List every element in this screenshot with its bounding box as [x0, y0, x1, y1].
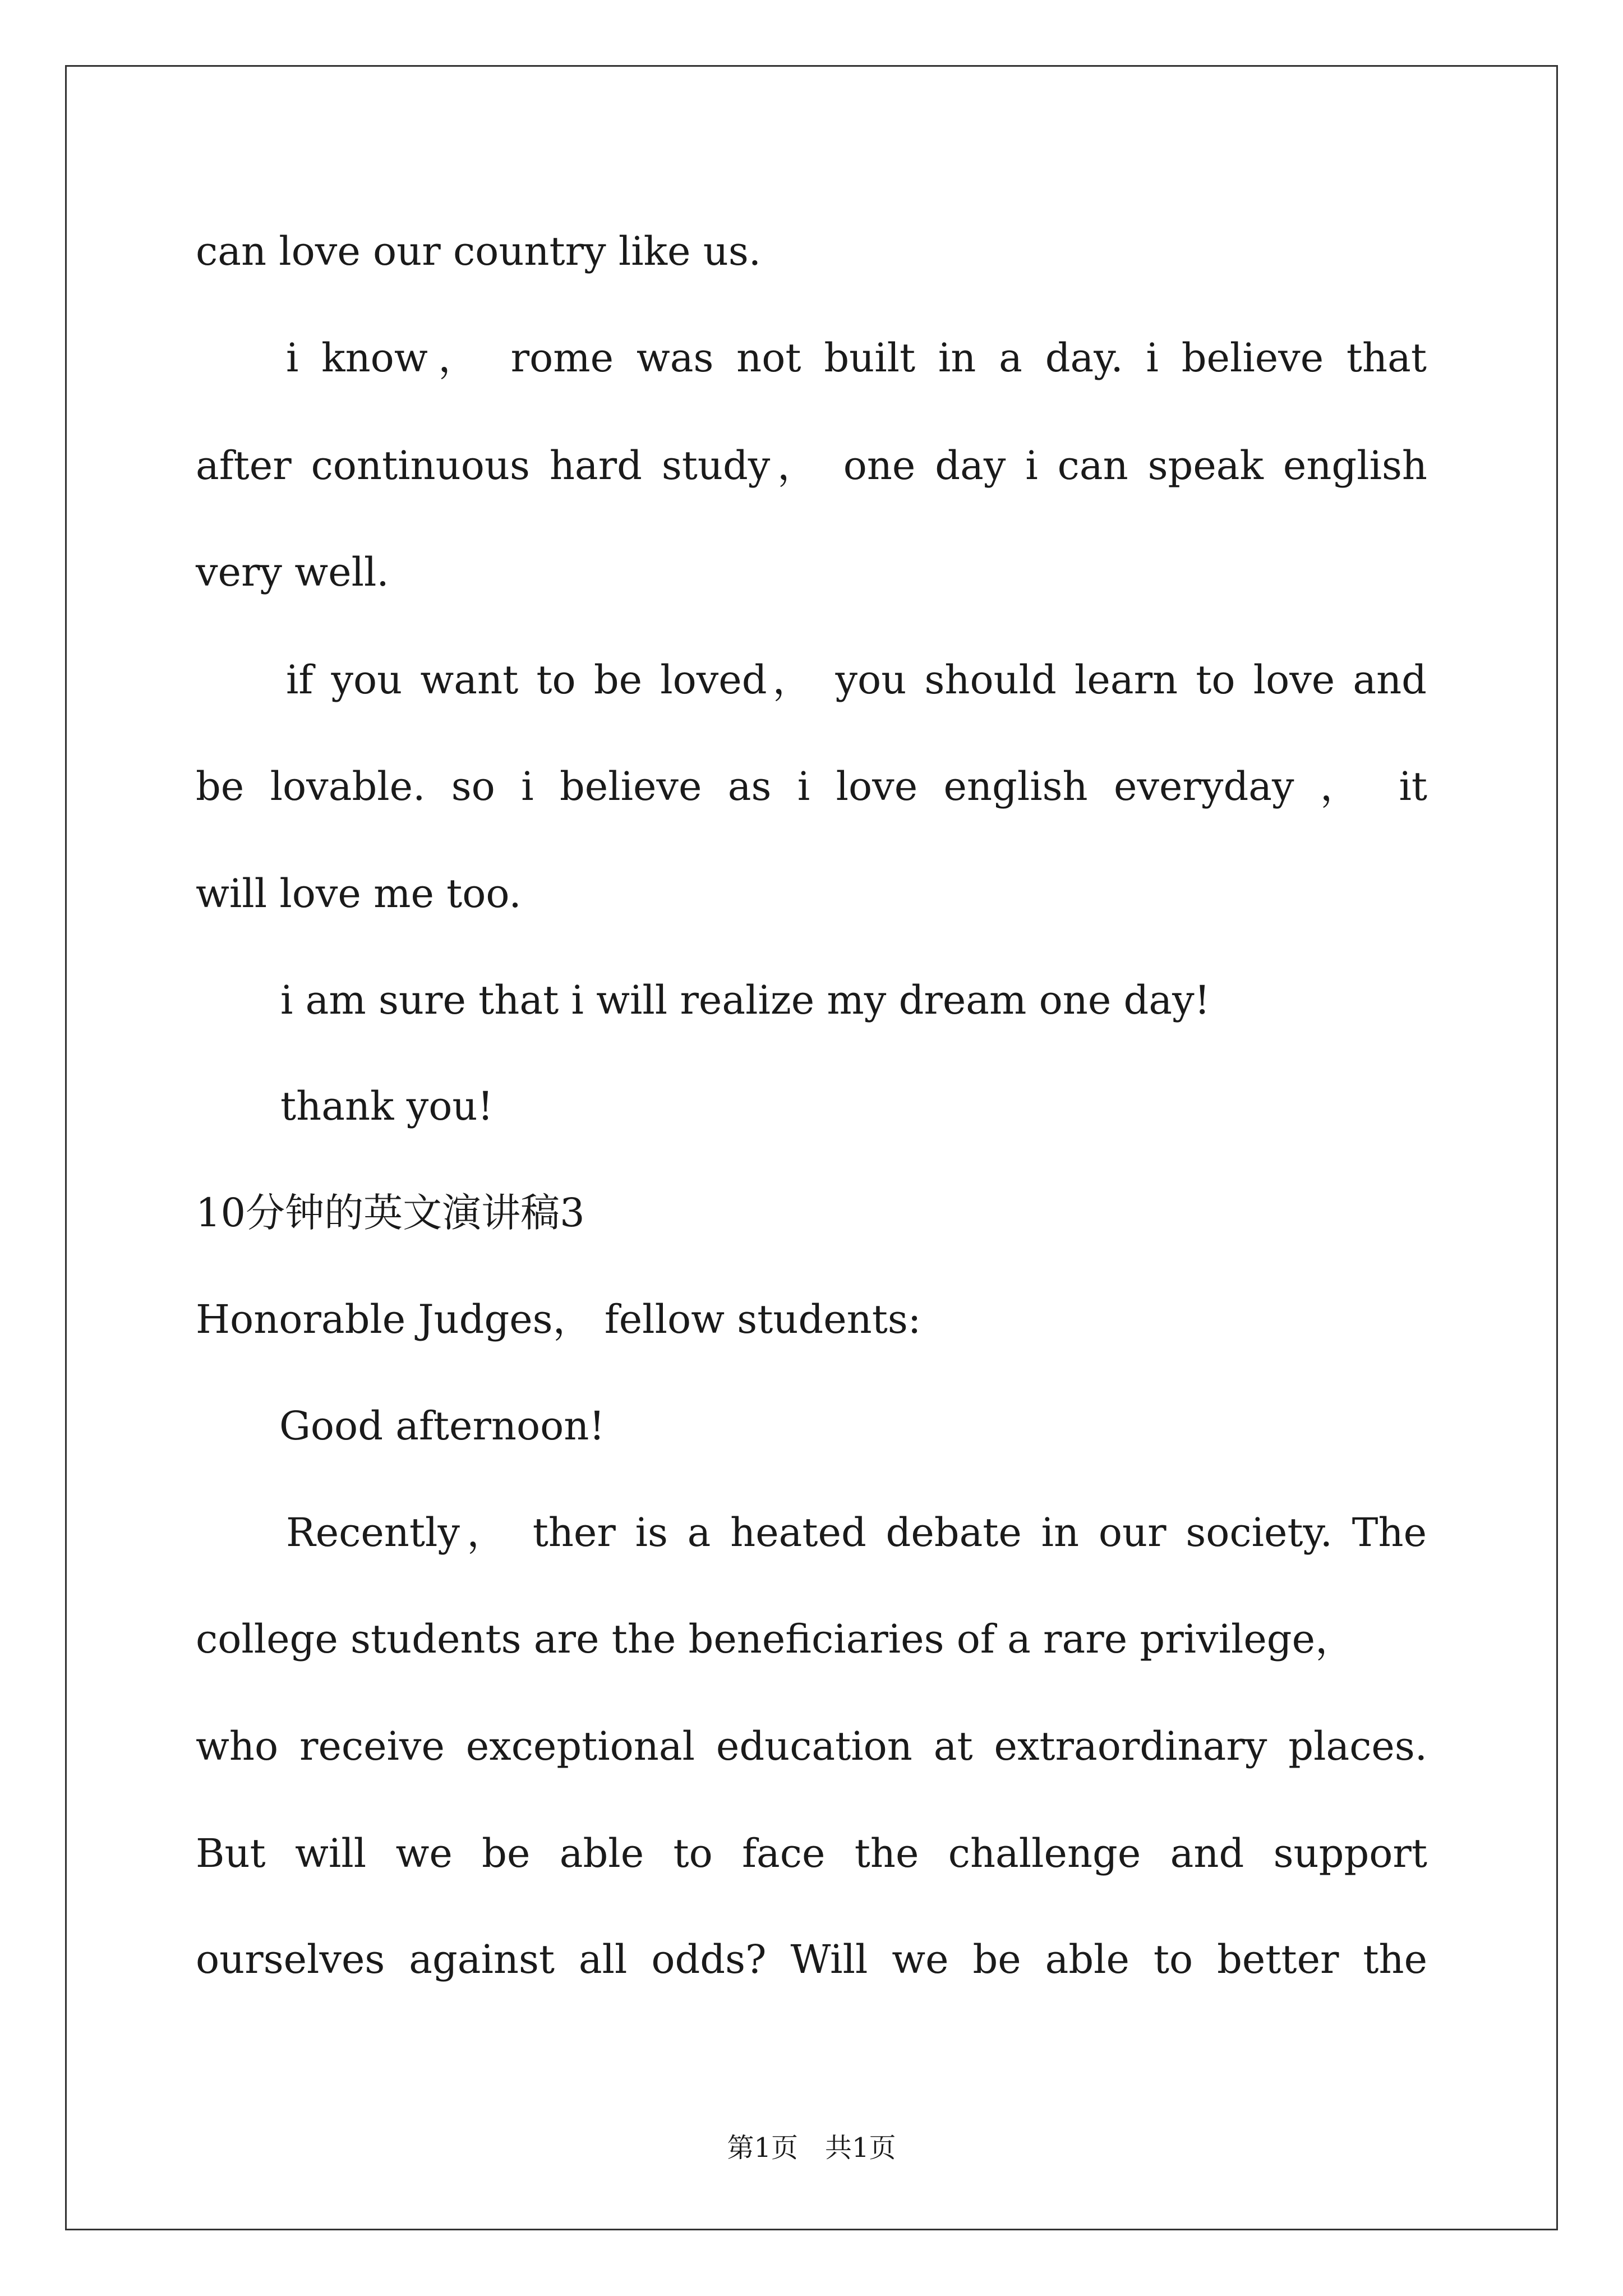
paragraph-line: thank you!	[280, 1083, 494, 1129]
paragraph-line: i am sure that i will realize my dream one day!	[280, 977, 1210, 1023]
paragraph-line: if you want to be loved， you should learn to love and	[286, 657, 1427, 703]
paragraph-line: But will we be able to face the challenge and support	[196, 1830, 1427, 1876]
paragraph-line: after continuous hard study， one day i can speak english	[196, 443, 1427, 489]
greeting-line: Good afternoon!	[279, 1403, 605, 1449]
salutation-line: Honorable Judges， fellow students:	[196, 1296, 921, 1342]
paragraph-line: ourselves against all odds? Will we be able to better the	[196, 1936, 1427, 1982]
paragraph-line: very well.	[196, 549, 389, 595]
paragraph-line: can love our country like us.	[196, 228, 761, 274]
paragraph-line: will love me too.	[196, 871, 522, 917]
paragraph-line: Recently， ther is a heated debate in our society. The	[286, 1510, 1427, 1556]
page-border	[65, 65, 1558, 2230]
paragraph-line: be lovable. so i believe as i love english everyday ， it	[196, 763, 1427, 809]
page-footer: 第1页 共1页	[727, 2132, 896, 2164]
paragraph-line: i know， rome was not built in a day. i believe that	[286, 335, 1427, 381]
section-heading: 10分钟的英文演讲稿3	[196, 1190, 585, 1236]
paragraph-line: who receive exceptional education at extraordinary places.	[196, 1723, 1427, 1769]
paragraph-line: college students are the beneficiaries of a rare privilege，	[196, 1616, 1355, 1662]
